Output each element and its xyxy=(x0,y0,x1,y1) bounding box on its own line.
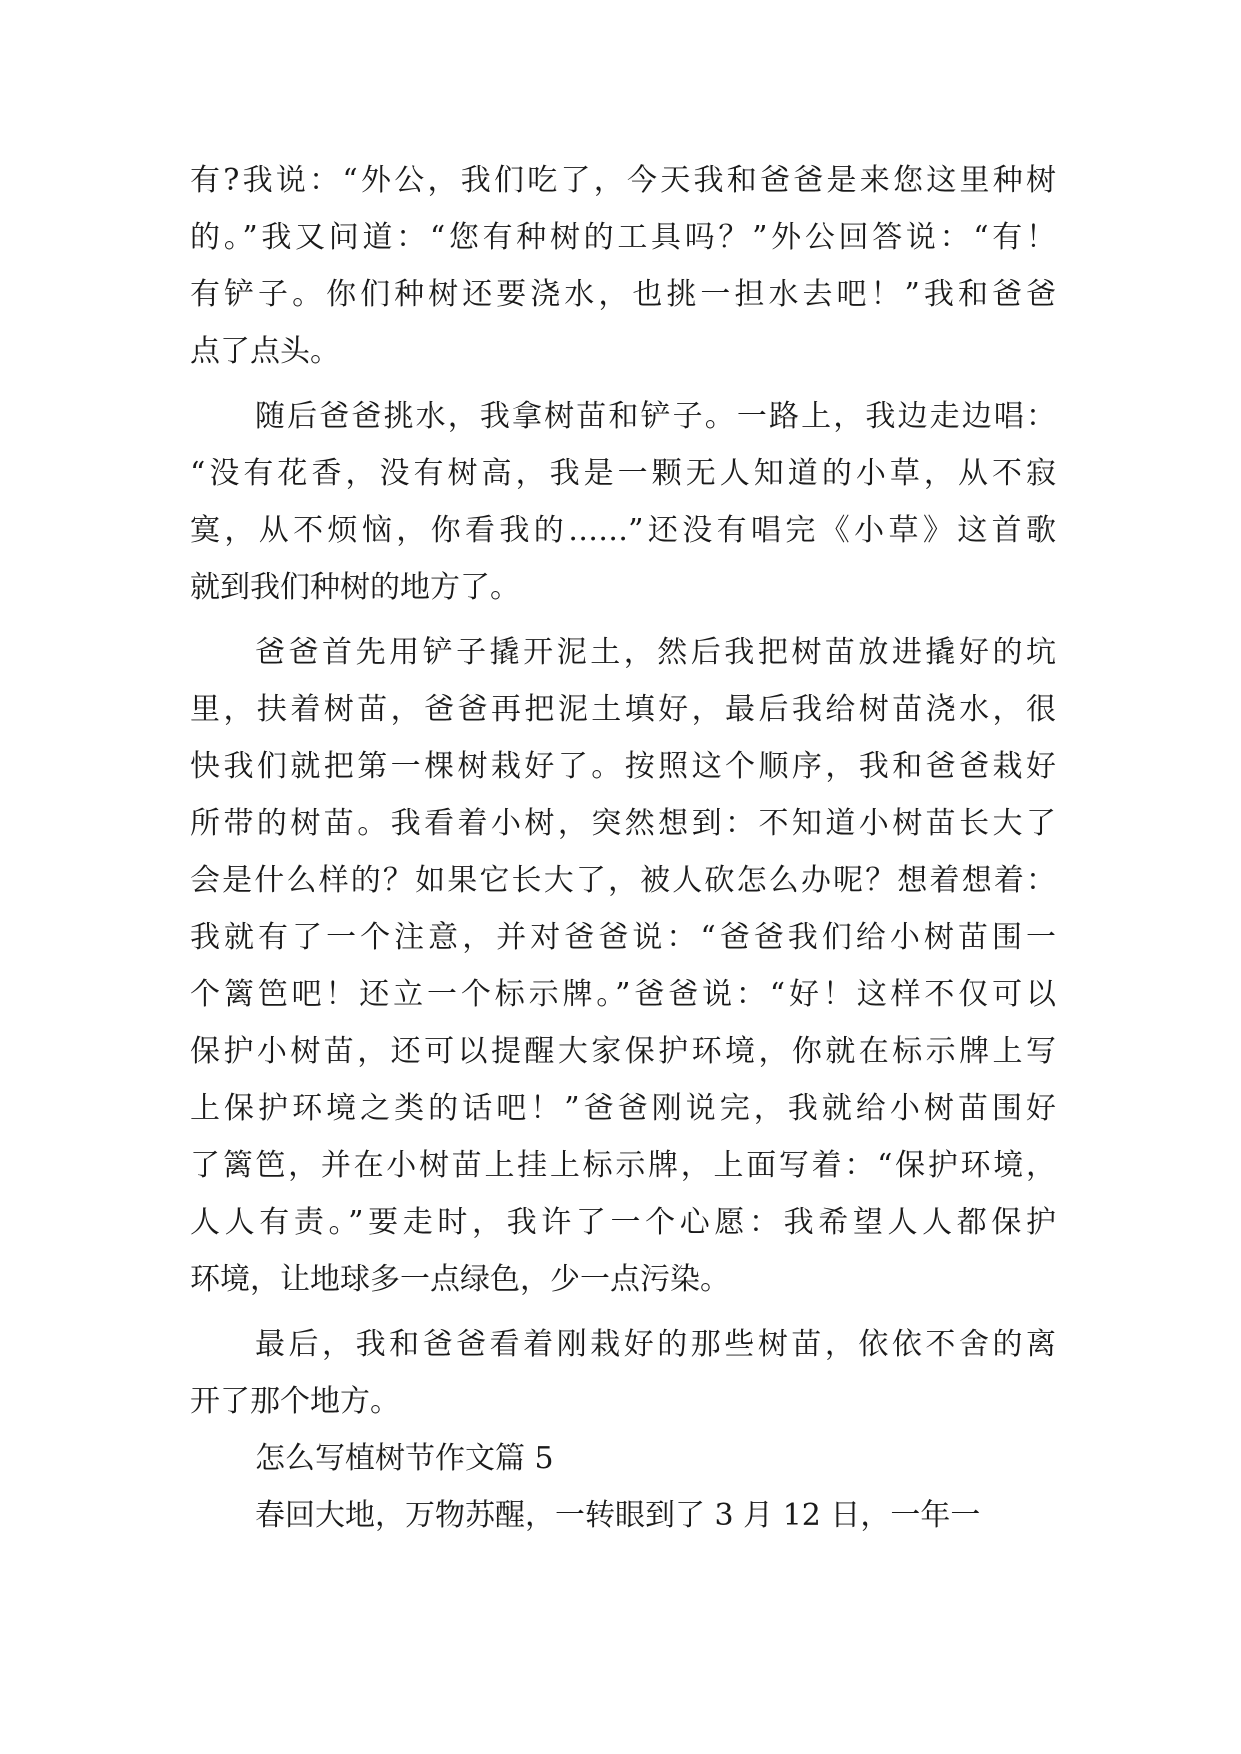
paragraph xyxy=(190,388,1056,616)
text-line: 所带的树苗。我看着小树，突然想到：不知道小树苗长大了 xyxy=(190,806,1056,841)
text-line: 最后，我和爸爸看着刚栽好的那些树苗，依依不舍的离 xyxy=(255,1327,1056,1362)
paragraph-gap xyxy=(190,380,1056,388)
text-line: 我就有了一个注意，并对爸爸说：“爸爸我们给小树苗围一 xyxy=(190,920,1056,955)
paragraph xyxy=(190,152,1056,380)
text-line: 随后爸爸挑水，我拿树苗和铲子。一路上，我边走边唱： xyxy=(255,399,1056,434)
text-line: 爸爸首先用铲子撬开泥土，然后我把树苗放进撬好的坑 xyxy=(255,635,1056,670)
document-body xyxy=(190,152,1056,1544)
paragraph xyxy=(190,1487,1056,1544)
paragraph xyxy=(190,624,1056,1308)
text-line: 人人有责。”要走时，我许了一个心愿：我希望人人都保护 xyxy=(190,1205,1056,1240)
text-line: 环境，让地球多一点绿色，少一点污染。 xyxy=(190,1262,730,1297)
text-line: 有铲子。你们种树还要浇水，也挑一担水去吧！”我和爸爸 xyxy=(190,277,1056,312)
text-line: 的。”我又问道：“您有种树的工具吗？”外公回答说：“有！ xyxy=(190,220,1056,255)
text-line: 点了点头。 xyxy=(190,334,340,369)
text-line: 个篱笆吧！还立一个标示牌。”爸爸说：“好！这样不仅可以 xyxy=(190,977,1056,1012)
text-line: 会是什么样的？如果它长大了，被人砍怎么办呢？想着想着： xyxy=(190,863,1056,898)
text-line: 怎么写植树节作文篇 5 xyxy=(255,1441,554,1476)
paragraph xyxy=(190,1316,1056,1430)
text-line: 快我们就把第一棵树栽好了。按照这个顺序，我和爸爸栽好 xyxy=(190,749,1056,784)
text-line: 寞，从不烦恼，你看我的……”还没有唱完《小草》这首歌 xyxy=(190,513,1056,548)
text-line: 保护小树苗，还可以提醒大家保护环境，你就在标示牌上写 xyxy=(190,1034,1056,1069)
text-line: 就到我们种树的地方了。 xyxy=(190,570,520,605)
text-line: 里，扶着树苗，爸爸再把泥土填好，最后我给树苗浇水，很 xyxy=(190,692,1056,727)
text-line: 了篱笆，并在小树苗上挂上标示牌，上面写着：“保护环境， xyxy=(190,1148,1056,1183)
text-line: 春回大地，万物苏醒，一转眼到了 3 月 12 日，一年一 xyxy=(255,1498,981,1533)
paragraph-gap xyxy=(190,616,1056,624)
paragraph xyxy=(190,1430,1056,1487)
paragraph-gap xyxy=(190,1308,1056,1316)
text-line: 开了那个地方。 xyxy=(190,1384,400,1419)
text-line: 上保护环境之类的话吧！”爸爸刚说完，我就给小树苗围好 xyxy=(190,1091,1056,1126)
text-line: 有?我说：“外公，我们吃了，今天我和爸爸是来您这里种树 xyxy=(190,163,1056,198)
text-line: “没有花香，没有树高，我是一颗无人知道的小草，从不寂 xyxy=(190,456,1056,491)
